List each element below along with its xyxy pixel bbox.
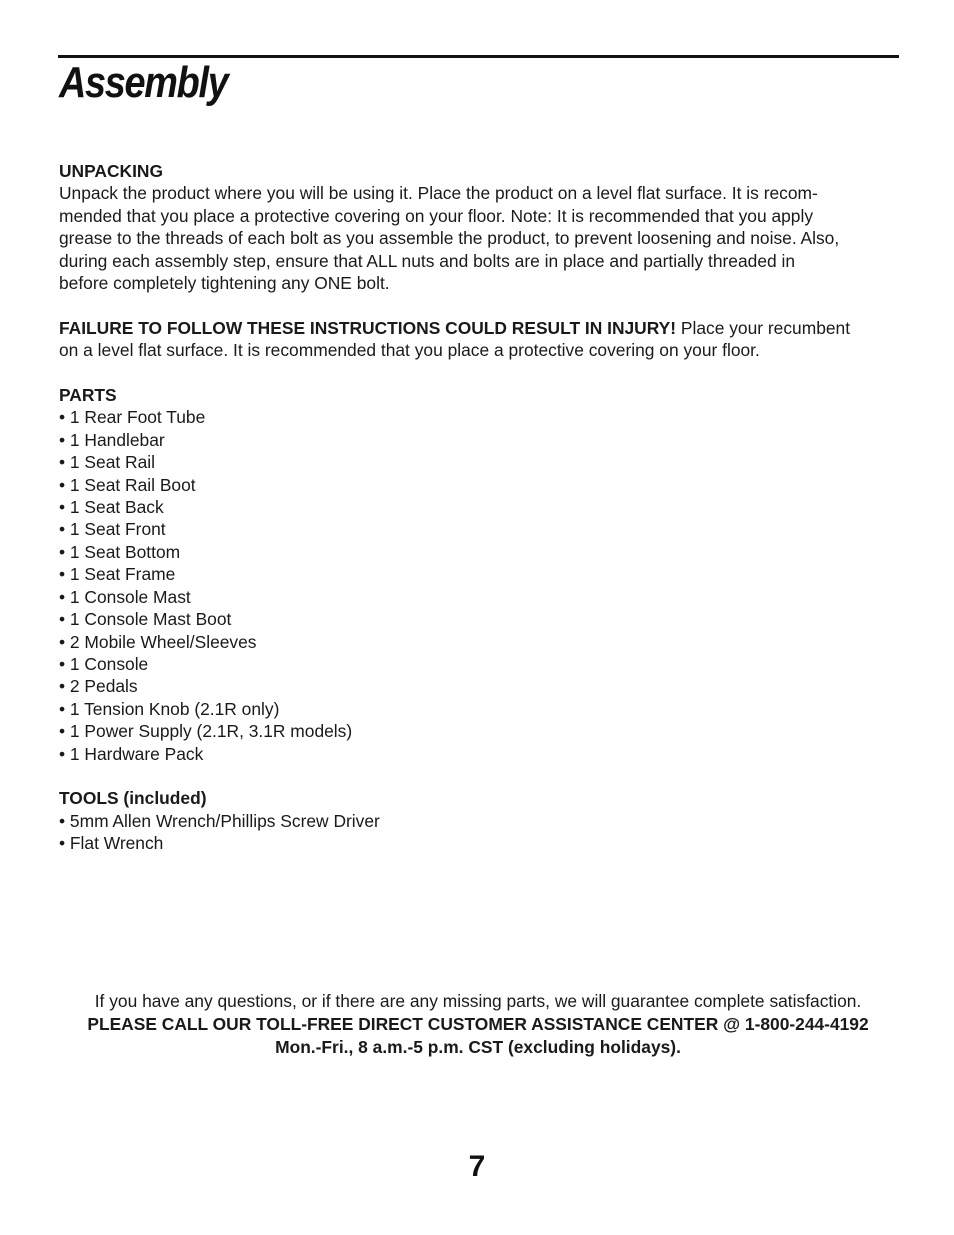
unpacking-line: during each assembly step, ensure that ALL nuts and bolts are in place and partially threaded in <box>59 250 796 271</box>
warning-line <box>59 317 899 339</box>
page-number: 7 <box>468 1150 486 1183</box>
unpacking-heading: UNPACKING <box>59 161 164 181</box>
unpacking-line: before completely tightening any ONE bolt. <box>59 273 390 294</box>
tools-heading: TOOLS (included) <box>59 788 207 809</box>
page-title: Assembly <box>59 58 228 107</box>
unpacking-line: grease to the threads of each bolt as you assemble the product, to prevent loosening and noise. Also, <box>59 228 840 249</box>
unpacking-line: Unpack the product where you will be using it. Place the product on a level flat surface. It is recom- <box>59 183 818 204</box>
parts-heading: PARTS <box>59 385 117 406</box>
list-item: • 1 Console Mast <box>59 586 191 607</box>
list-item: • 2 Mobile Wheel/Sleeves <box>59 631 257 652</box>
warning-paragraph <box>59 317 899 362</box>
list-item: • 1 Seat Frame <box>59 564 176 585</box>
list-item: • 2 Pedals <box>59 676 138 697</box>
warning-line1-rest: Place your recumbent <box>676 317 851 338</box>
unpacking-line: mended that you place a protective covering on your floor. Note: It is recommended that you apply <box>59 205 814 226</box>
contact-line: If you have any questions, or if there are any missing parts, we will guarantee complete satisfaction. <box>94 991 862 1011</box>
list-item: • 1 Console <box>59 653 149 674</box>
list-item: • 1 Seat Rail Boot <box>59 474 196 495</box>
unpacking-paragraph <box>59 182 899 294</box>
main-content <box>59 160 899 855</box>
parts-list <box>59 406 899 765</box>
spacer <box>59 362 899 384</box>
list-item: • 1 Tension Knob (2.1R only) <box>59 698 280 719</box>
list-item: • 1 Rear Foot Tube <box>59 407 206 428</box>
list-item: • 1 Handlebar <box>59 429 165 450</box>
contact-hours-line: Mon.-Fri., 8 a.m.-5 p.m. CST (excluding holidays). <box>275 1037 681 1057</box>
spacer <box>59 765 899 787</box>
contact-phone-line: PLEASE CALL OUR TOLL-FREE DIRECT CUSTOMER ASSISTANCE CENTER @ 1-800-244-4192 <box>87 1014 869 1034</box>
tools-list <box>59 810 899 855</box>
list-item: • 1 Power Supply (2.1R, 3.1R models) <box>59 721 353 742</box>
list-item: • 1 Seat Front <box>59 519 166 540</box>
list-item: • 5mm Allen Wrench/Phillips Screw Driver <box>59 810 380 831</box>
list-item: • 1 Seat Back <box>59 497 164 518</box>
customer-assistance-notice <box>40 990 916 1059</box>
warning-bold-text: FAILURE TO FOLLOW THESE INSTRUCTIONS COULD RESULT IN INJURY! <box>59 317 677 338</box>
list-item: • 1 Seat Rail <box>59 452 155 473</box>
warning-line: on a level flat surface. It is recommended that you place a protective covering on your floor. <box>59 340 760 361</box>
list-item: • Flat Wrench <box>59 833 164 854</box>
list-item: • 1 Console Mast Boot <box>59 609 232 630</box>
list-item: • 1 Seat Bottom <box>59 541 181 562</box>
list-item: • 1 Hardware Pack <box>59 743 204 764</box>
spacer <box>59 294 899 316</box>
